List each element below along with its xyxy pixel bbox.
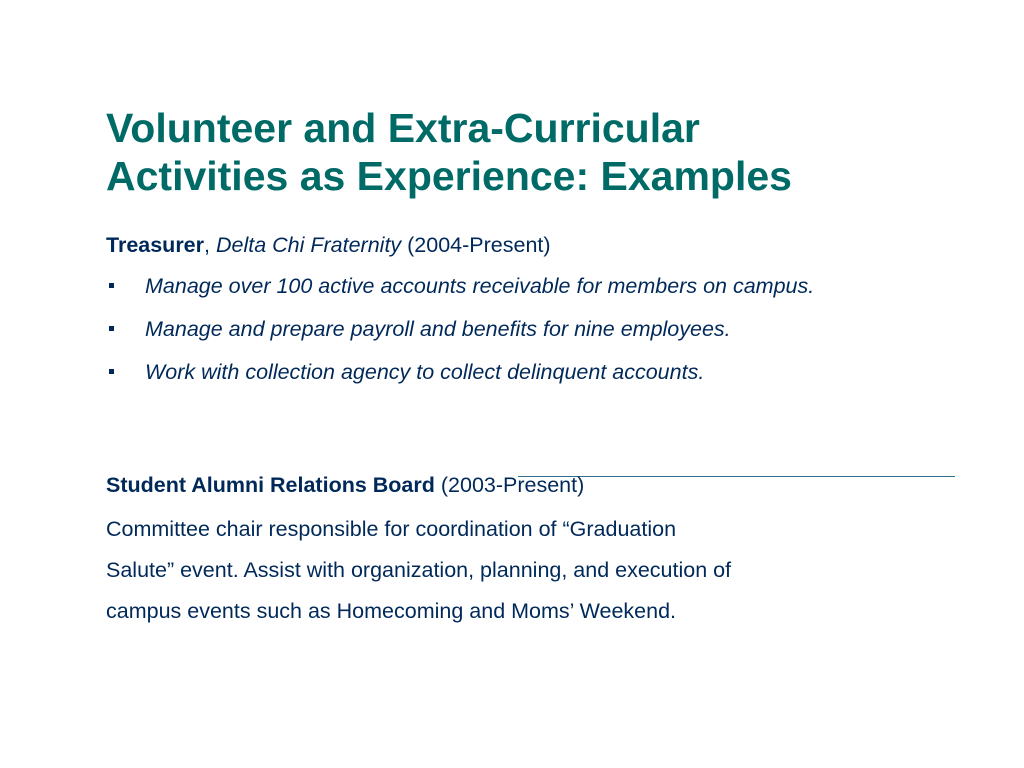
slide-title-line-1: Volunteer and Extra-Curricular	[106, 105, 700, 151]
bullet-item	[106, 271, 946, 302]
treasurer-heading	[106, 230, 551, 260]
board-description	[106, 509, 966, 632]
board-description-line-1: Committee chair responsible for coordination of “Graduation	[106, 517, 677, 541]
treasurer-organization: Delta Chi Fraternity	[215, 233, 402, 257]
board-name: Student Alumni Relations Board	[106, 473, 435, 497]
bullet-text: Manage and prepare payroll and benefits for nine employees.	[145, 317, 731, 341]
bullet-item	[106, 357, 946, 388]
board-description-line-3: campus events such as Homecoming and Moms’ Weekend.	[106, 599, 677, 623]
board-description-line-2: Salute” event. Assist with organization, planning, and execution of	[106, 558, 732, 582]
treasurer-dates: (2004-Present)	[401, 233, 551, 257]
bullet-item	[106, 314, 946, 345]
square-bullet-icon	[109, 326, 114, 331]
treasurer-role: Treasurer	[106, 233, 205, 257]
board-dates: (2003-Present)	[434, 473, 585, 497]
treasurer-separator: ,	[204, 233, 216, 257]
board-heading	[106, 470, 584, 500]
square-bullet-icon	[109, 369, 114, 374]
square-bullet-icon	[109, 283, 114, 288]
bullet-text: Manage over 100 active accounts receivable for members on campus.	[145, 274, 815, 298]
bullet-text: Work with collection agency to collect delinquent accounts.	[145, 360, 705, 384]
slide-title	[106, 104, 986, 200]
treasurer-bullet-list	[106, 271, 946, 400]
slide-title-line-2: Activities as Experience: Examples	[106, 153, 792, 199]
